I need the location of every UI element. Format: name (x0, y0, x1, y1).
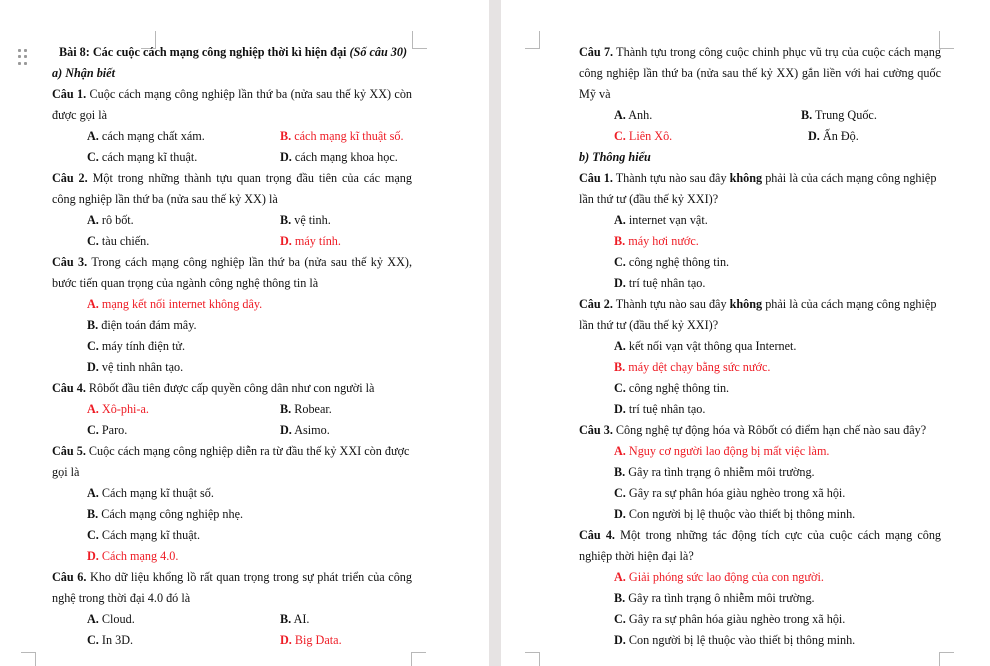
option-letter: D. (280, 234, 292, 248)
option-a-correct[interactable] (52, 294, 412, 315)
option-text: internet vạn vật. (628, 213, 708, 227)
option-text: máy dệt chạy bằng sức nước. (628, 360, 771, 374)
option-d-correct[interactable] (52, 546, 412, 567)
crop-mark-bottom-left (525, 652, 540, 666)
option-letter: B. (614, 465, 626, 479)
option-d[interactable] (579, 399, 941, 420)
question-7-stem-cont: công nghiệp lần thứ ba (nửa sau thế kỷ XX) gắn liền với hai cường quốc (579, 66, 941, 80)
option-text: vệ tinh nhân tạo. (101, 360, 184, 374)
option-letter: B. (280, 402, 292, 416)
question-1-options-row-2 (52, 147, 412, 168)
question-7-options-row-1 (579, 105, 941, 126)
option-letter: B. (614, 234, 626, 248)
option-text: Paro. (101, 423, 128, 437)
document-page-left[interactable] (0, 0, 489, 666)
question-text: Cuộc cách mạng công nghiệp lần thứ ba (nửa sau thế kỷ XX) còn (89, 87, 413, 101)
question-text: Công nghệ tự động hóa và Rôbốt có điểm hạn chế nào sau đây? (615, 423, 927, 437)
option-b[interactable] (280, 609, 309, 630)
question-text: Thành tựu trong công cuộc chinh phục vũ trụ của cuộc cách mạng (616, 45, 941, 59)
option-a[interactable] (87, 126, 205, 147)
question-label: Câu 5. (52, 444, 86, 458)
option-text: trí tuệ nhân tạo. (628, 276, 706, 290)
right-page-content[interactable] (579, 42, 941, 651)
option-text: Con người bị lệ thuộc vào thiết bị thông minh. (628, 633, 856, 647)
question-label: Câu 7. (579, 45, 614, 59)
option-a-correct[interactable] (579, 567, 941, 588)
option-letter: B. (87, 318, 99, 332)
option-text: mạng kết nối internet không dây. (101, 297, 263, 311)
option-c[interactable] (579, 609, 941, 630)
question-label: Câu 6. (52, 570, 87, 584)
option-c[interactable] (52, 525, 412, 546)
option-text: Con người bị lệ thuộc vào thiết bị thông minh. (628, 507, 856, 521)
option-letter: A. (614, 444, 626, 458)
option-text: rô bốt. (101, 213, 134, 227)
question-1-stem (52, 84, 412, 105)
option-d[interactable] (52, 357, 412, 378)
document-page-right[interactable] (501, 0, 990, 666)
option-letter: A. (614, 339, 626, 353)
crop-mark-bottom-left (21, 652, 36, 666)
comprehension-question-2-stem-cont: lần thứ tư (đầu thế kỷ XXI)? (579, 318, 719, 332)
option-d-correct[interactable] (280, 630, 342, 651)
option-a[interactable] (87, 609, 135, 630)
option-c[interactable] (87, 147, 197, 168)
option-letter: B. (280, 213, 292, 227)
comprehension-question-1-stem (579, 168, 941, 189)
option-letter: B. (280, 612, 292, 626)
option-text: máy hơi nước. (628, 234, 699, 248)
question-label: Câu 4. (579, 528, 615, 542)
question-label: Câu 3. (52, 255, 88, 269)
option-text: Gây ra tình trạng ô nhiễm môi trường. (628, 465, 815, 479)
crop-mark-top-right (412, 31, 427, 49)
option-letter: B. (614, 591, 626, 605)
option-b[interactable] (579, 462, 941, 483)
option-d[interactable] (280, 420, 330, 441)
crop-mark-top-left (525, 31, 540, 49)
option-letter: A. (614, 108, 626, 122)
option-text: AI. (293, 612, 310, 626)
option-b[interactable] (280, 210, 331, 231)
option-text: Gây ra sự phân hóa giàu nghèo trong xã hội. (628, 486, 846, 500)
crop-mark-bottom-right (939, 652, 954, 666)
option-d-correct[interactable] (280, 231, 341, 252)
option-text: Xô-phi-a. (101, 402, 149, 416)
option-letter: C. (87, 633, 99, 647)
option-b[interactable] (280, 399, 332, 420)
option-b[interactable] (52, 504, 412, 525)
option-text: điện toán đám mây. (101, 318, 197, 332)
option-letter: C. (87, 234, 99, 248)
option-letter: C. (614, 381, 626, 395)
option-a[interactable] (579, 210, 941, 231)
question-text: Trong cách mạng công nghiệp lần thứ ba (nửa sau thế kỷ XX), (91, 255, 413, 269)
option-c[interactable] (579, 483, 941, 504)
question-text: Một trong những thành tựu quan trọng đầu tiên của các mạng (92, 171, 412, 185)
question-label: Câu 3. (579, 423, 613, 437)
option-letter: D. (280, 150, 292, 164)
option-letter: D. (87, 549, 99, 563)
option-a-correct[interactable] (579, 441, 941, 462)
question-5-stem (52, 441, 412, 462)
question-label: Câu 1. (579, 171, 613, 185)
option-d[interactable] (280, 147, 398, 168)
question-label: Câu 2. (52, 171, 88, 185)
table-move-handle-icon[interactable] (18, 49, 28, 65)
option-text: vệ tinh. (294, 213, 331, 227)
question-6-options-row-2 (52, 630, 412, 651)
question-7-stem-cont-2: Mỹ và (579, 87, 611, 101)
question-6-stem (52, 567, 412, 588)
option-b[interactable] (579, 588, 941, 609)
comprehension-question-1-stem-cont: lần thứ tư (đầu thế kỷ XXI)? (579, 192, 719, 206)
option-c[interactable] (579, 252, 941, 273)
crop-mark-bottom-right (411, 652, 426, 666)
option-text: Cách mạng công nghiệp nhẹ. (101, 507, 244, 521)
option-letter: B. (87, 507, 99, 521)
option-text: máy tính điện tử. (101, 339, 186, 353)
crop-mark-top-right (939, 31, 954, 49)
question-text: phải là của cách mạng công nghiệp (762, 297, 937, 311)
option-letter: D. (614, 276, 626, 290)
option-text: cách mạng kĩ thuật số. (294, 129, 404, 143)
option-text: máy tính. (294, 234, 341, 248)
option-c-correct[interactable] (614, 126, 672, 147)
option-letter: C. (87, 423, 99, 437)
option-text: Ấn Độ. (822, 129, 859, 143)
option-d[interactable] (808, 126, 859, 147)
option-text: Robear. (294, 402, 332, 416)
option-c[interactable] (87, 630, 133, 651)
question-2-options-row-2 (52, 231, 412, 252)
option-a[interactable] (614, 105, 652, 126)
option-text: Anh. (628, 108, 653, 122)
question-6-options-row-1 (52, 609, 412, 630)
option-d[interactable] (579, 504, 941, 525)
option-letter: A. (87, 213, 99, 227)
option-text: Liên Xô. (628, 129, 673, 143)
option-letter: D. (280, 633, 292, 647)
comprehension-question-3-stem (579, 420, 941, 441)
option-d[interactable] (579, 273, 941, 294)
option-letter: C. (614, 486, 626, 500)
option-text: In 3D. (101, 633, 134, 647)
question-text: Rôbốt đầu tiên được cấp quyền công dân như con người là (88, 381, 375, 395)
option-letter: A. (87, 486, 99, 500)
question-4-stem (52, 378, 412, 399)
option-letter: D. (87, 360, 99, 374)
comprehension-question-4-stem-cont: nghiệp thời hiện đại là? (579, 549, 694, 563)
option-text: Giải phóng sức lao động của con người. (628, 570, 824, 584)
option-text: tàu chiến. (101, 234, 150, 248)
question-text: Cuộc cách mạng công nghiệp diễn ra từ đầu thế kỷ XXI còn được (88, 444, 410, 458)
option-text: công nghệ thông tin. (628, 255, 730, 269)
option-text: Cách mạng kĩ thuật số. (101, 486, 214, 500)
section-heading-thong-hieu: b) Thông hiểu (579, 150, 651, 164)
option-text: cách mạng khoa học. (294, 150, 398, 164)
option-text: Cách mạng kĩ thuật. (101, 528, 201, 542)
option-text: Asimo. (294, 423, 330, 437)
option-text: cách mạng kĩ thuật. (101, 150, 198, 164)
option-letter: A. (87, 612, 99, 626)
question-3-stem (52, 252, 412, 273)
option-letter: D. (614, 402, 626, 416)
question-emphasis: không (729, 171, 763, 185)
option-letter: B. (280, 129, 292, 143)
option-letter: C. (87, 150, 99, 164)
question-text: Kho dữ liệu khổng lồ rất quan trọng trong sự phát triển của công (90, 570, 412, 584)
question-4-options-row-1 (52, 399, 412, 420)
question-2-options-row-1 (52, 210, 412, 231)
option-letter: C. (614, 255, 626, 269)
option-letter: A. (87, 297, 99, 311)
question-7-stem (579, 42, 941, 63)
option-letter: B. (801, 108, 813, 122)
option-a-correct[interactable] (87, 399, 149, 420)
option-text: kết nối vạn vật thông qua Internet. (628, 339, 797, 353)
option-text: Gây ra sự phân hóa giàu nghèo trong xã hội. (628, 612, 846, 626)
question-4-options-row-2 (52, 420, 412, 441)
question-2-stem (52, 168, 412, 189)
question-text: Một trong những tác động tích cực của cuộc cách mạng công (620, 528, 942, 542)
question-emphasis: không (729, 297, 763, 311)
option-text: Nguy cơ người lao động bị mất việc làm. (628, 444, 830, 458)
option-text: Gây ra tình trạng ô nhiễm môi trường. (628, 591, 815, 605)
option-b[interactable] (801, 105, 877, 126)
option-letter: A. (87, 402, 99, 416)
option-letter: D. (614, 633, 626, 647)
question-label: Câu 2. (579, 297, 613, 311)
option-b-correct[interactable] (280, 126, 404, 147)
option-letter: C. (87, 528, 99, 542)
option-a[interactable] (52, 483, 412, 504)
question-1-stem-cont: được gọi là (52, 108, 108, 122)
option-text: cách mạng chất xám. (101, 129, 205, 143)
question-text: phải là của cách mạng công nghiệp (762, 171, 937, 185)
option-letter: A. (614, 570, 626, 584)
question-5-stem-cont: gọi là (52, 465, 80, 479)
lesson-title (52, 42, 412, 63)
question-6-stem-cont: nghệ trong thời đại 4.0 đó là (52, 591, 191, 605)
option-letter: A. (87, 129, 99, 143)
lesson-title-text: Bài 8: Các cuộc cách mạng công nghiệp thời kì hiện đại (59, 45, 347, 59)
option-b-correct[interactable] (579, 357, 941, 378)
left-page-content[interactable] (52, 42, 412, 651)
question-text: Thành tựu nào sau đây (615, 171, 730, 185)
comprehension-question-4-stem (579, 525, 941, 546)
option-text: Cloud. (101, 612, 135, 626)
option-letter: B. (614, 360, 626, 374)
question-1-options-row-1 (52, 126, 412, 147)
option-b-correct[interactable] (579, 231, 941, 252)
lesson-question-count: (Số câu 30) (349, 45, 408, 59)
section-heading-nhan-biet: a) Nhận biết (52, 66, 115, 80)
option-letter: C. (614, 612, 626, 626)
option-d[interactable] (579, 630, 941, 651)
option-letter: D. (614, 507, 626, 521)
option-a[interactable] (87, 210, 134, 231)
option-letter: D. (280, 423, 292, 437)
option-text: công nghệ thông tin. (628, 381, 730, 395)
comprehension-question-2-stem (579, 294, 941, 315)
option-c[interactable] (87, 420, 127, 441)
option-letter: A. (614, 213, 626, 227)
option-text: trí tuệ nhân tạo. (628, 402, 706, 416)
option-text: Big Data. (294, 633, 342, 647)
question-label: Câu 4. (52, 381, 86, 395)
question-7-options-row-2 (579, 126, 941, 147)
option-c[interactable] (52, 336, 412, 357)
option-letter: D. (808, 129, 820, 143)
question-text: Thành tựu nào sau đây (615, 297, 730, 311)
option-text: Cách mạng 4.0. (101, 549, 179, 563)
option-c[interactable] (87, 231, 149, 252)
option-letter: C. (87, 339, 99, 353)
option-c[interactable] (579, 378, 941, 399)
option-text: Trung Quốc. (815, 108, 877, 122)
question-label: Câu 1. (52, 87, 87, 101)
option-letter: C. (614, 129, 626, 143)
question-2-stem-cont: công nghiệp lần thứ ba (nửa sau thế kỷ XX) là (52, 192, 278, 206)
question-3-stem-cont: bước tiến quan trọng của ngành công nghệ thông tin là (52, 276, 319, 290)
option-b[interactable] (52, 315, 412, 336)
option-a[interactable] (579, 336, 941, 357)
